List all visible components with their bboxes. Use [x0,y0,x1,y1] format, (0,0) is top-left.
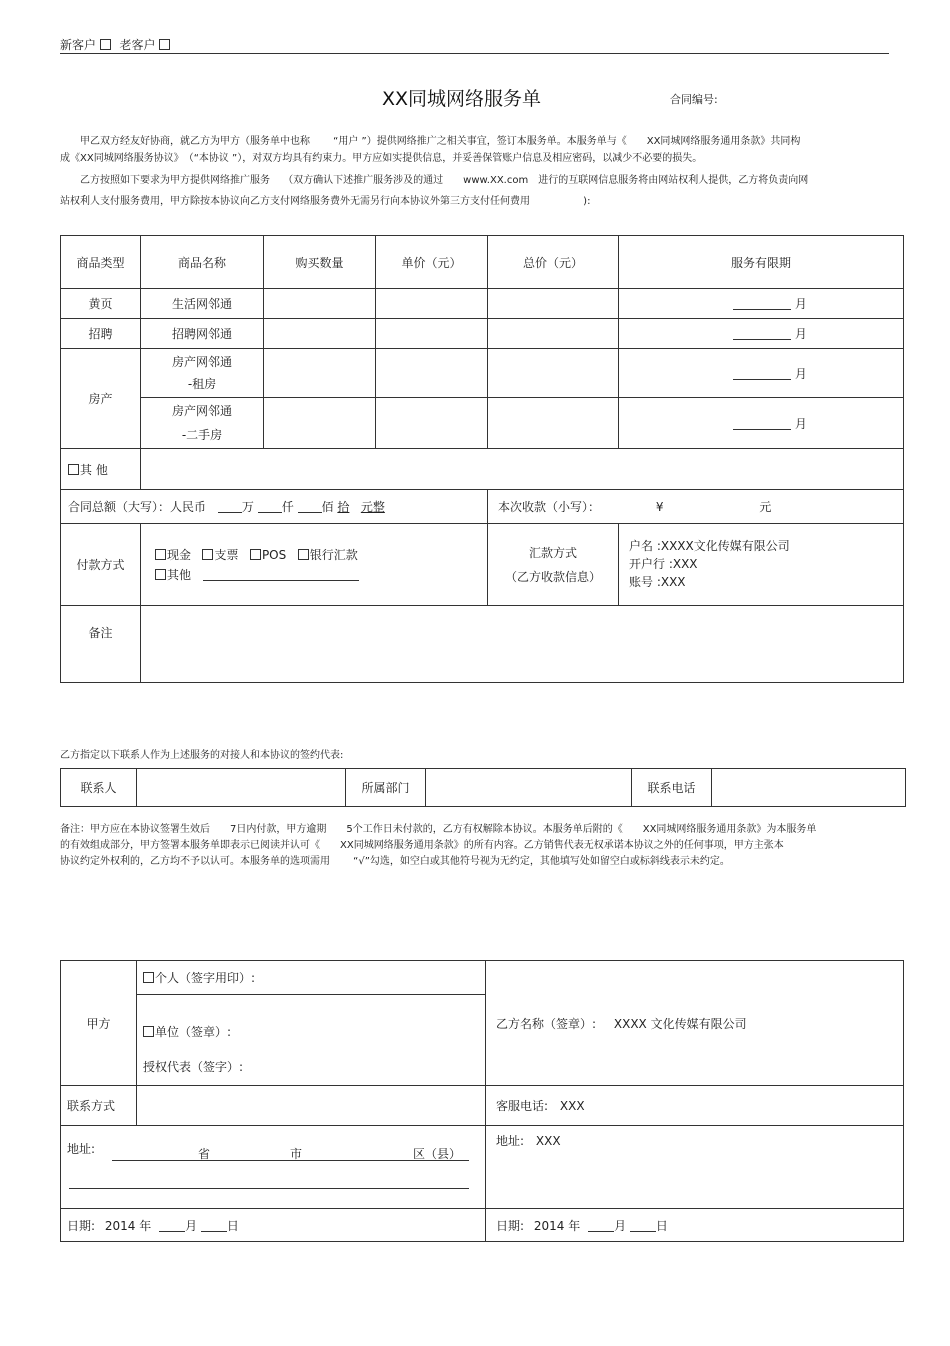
party-a-row [61,961,904,995]
other-payment-checkbox[interactable] [155,569,166,580]
total-price-cell[interactable] [488,289,619,319]
header-rule [60,53,889,54]
col-header-unit-price: 单价（元） [376,236,488,289]
wan-label: 万 [241,500,254,514]
unit-label: 单位（签章）: [155,1025,232,1039]
service-period-cell [619,289,904,319]
address-row [61,1126,904,1209]
row-product-name [141,349,264,398]
party-b-name-cell [486,961,904,1086]
contact-person-label: 联系人 [61,769,137,807]
row-product-name: 招聘网邻通 [141,319,264,349]
service-period-cell [619,349,904,398]
table-row [61,349,904,398]
contact-method-label: 联系方式 [61,1086,137,1126]
payment-row [61,524,904,606]
note-line1: 备注：甲方应在本协议签署生效后 7日内付款，甲方逾期 5个工作日未付款的，乙方有权解除本协议。本服务单后附的《 XX同城网络服务通用条款》为本服务单 [60,824,817,835]
total-price-cell[interactable] [488,349,619,398]
pos-checkbox[interactable] [250,549,261,560]
period-blank[interactable] [733,367,791,380]
party-b-date-cell [486,1209,904,1242]
address-line-2[interactable] [69,1188,469,1189]
remittance-method-cell [488,524,619,606]
service-period-cell [619,398,904,449]
party-a-date-cell [61,1209,486,1242]
table-row [61,319,904,349]
other-type-label: 其 他 [80,462,108,477]
date-b-label: 日期: [496,1218,525,1233]
wan-blank[interactable] [218,500,242,513]
order-table [60,235,904,683]
col-header-type: 商品类型 [61,236,141,289]
remarks-label: 备注 [61,606,141,683]
account-number: 账号 :XXX [629,575,686,589]
date-b-day: 日 [655,1218,668,1233]
contact-table [60,768,906,807]
month-label: 月 [794,366,807,381]
table-row [61,449,904,490]
product-name-line2: -二手房 [181,428,223,442]
date-b-day-blank[interactable] [630,1219,656,1232]
col-header-name: 商品名称 [141,236,264,289]
cash-label: 现金 [167,547,192,562]
bai-blank[interactable] [298,500,322,513]
service-period-cell [619,319,904,349]
service-phone-label: 客服电话: [496,1099,549,1113]
row-product-name [141,398,264,449]
remarks-row [61,606,904,683]
party-b-name-label: 乙方名称（签章）: [496,1016,597,1031]
receipt-unit: 元 [759,500,772,514]
product-name-line1: 房产网邻通 [171,355,232,369]
month-label: 月 [794,327,807,341]
col-header-service-period: 服务有限期 [619,236,904,289]
qian-blank[interactable] [258,500,282,513]
page-title: XX同城网络服务单 [382,88,542,110]
department-label: 所属部门 [346,769,426,807]
other-type-checkbox[interactable] [68,464,79,475]
check-checkbox[interactable] [202,549,213,560]
row-type: 招聘 [61,319,141,349]
col-header-quantity: 购买数量 [264,236,376,289]
unit-price-cell[interactable] [376,349,488,398]
intro-p1-line1: 甲乙双方经友好协商，就乙方为甲方（服务单中也称 “用户 ”）提供网络推广之相关事宜，签订本服务单。本服务单与《 XX同城网络服务通用条款》共同构 [80,136,801,147]
old-customer-checkbox[interactable] [159,39,170,50]
city-label: 市 [290,1147,303,1161]
row-type: 房产 [61,349,141,449]
period-blank[interactable] [733,297,791,310]
check-label: 支票 [214,547,239,562]
month-label: 月 [794,297,807,311]
remittance-label: 汇款方式 [528,545,577,560]
signature-table [60,960,904,1242]
contract-number-label: 合同编号: [670,93,718,106]
individual-cell [137,961,486,995]
authorized-rep-label: 授权代表（签字）: [143,1060,244,1074]
district-label: 区（县） [413,1147,462,1161]
party-b-address-cell [486,1126,904,1209]
date-a-month: 月 [185,1218,198,1233]
total-price-cell[interactable] [488,319,619,349]
individual-label: 个人（签字用印）: [155,971,256,985]
col-header-total-price: 总价（元） [488,236,619,289]
party-b-name: XXXX 文化传媒有限公司 [613,1016,747,1031]
period-blank[interactable] [733,417,791,430]
unit-price-cell[interactable] [376,398,488,449]
contact-intro: 乙方指定以下联系人作为上述服务的对接人和本协议的签约代表: [60,750,344,761]
contact-method-input[interactable] [137,1086,486,1126]
bank-transfer-checkbox[interactable] [298,549,309,560]
product-name-line2: -租房 [187,377,217,391]
qian-label: 仟 [281,500,294,514]
intro-p2-line1: 乙方按照如下要求为甲方提供网络推广服务 （双方确认下述推广服务涉及的通过 www.XX.com 进行的互联网信息服务将由网站权利人提供，乙方将负责向网 [80,175,809,186]
new-customer-checkbox[interactable] [100,39,111,50]
date-a-month-blank[interactable] [159,1219,185,1232]
note-line2: 的有效组成部分，甲方签署本服务单即表示已阅读并认可《 XX同城网络服务通用条款》的所有内容。乙方销售代表无权承诺本协议之外的任何事项，甲方主张本 [60,840,784,851]
quantity-cell[interactable] [264,289,376,319]
yuan-label: 元整 [360,500,385,514]
old-customer-label: 老客户 [119,38,156,52]
contact-phone-label: 联系电话 [632,769,712,807]
contact-person-input[interactable] [137,769,346,807]
table-row [61,398,904,449]
row-product-name: 生活网邻通 [141,289,264,319]
unit-price-cell[interactable] [376,319,488,349]
bai-label: 佰 [321,500,334,514]
remittance-sublabel: （乙方收款信息） [504,569,601,584]
total-amount-cell [61,490,488,524]
department-input[interactable] [426,769,632,807]
remarks-input[interactable] [141,606,904,683]
quantity-cell[interactable] [264,398,376,449]
date-a-day: 日 [226,1218,239,1233]
party-a-address-cell [61,1126,486,1209]
date-b-month: 月 [614,1218,627,1233]
b-address: XXX [535,1134,561,1148]
note-line3: 协议约定外权利的，乙方均不予以认可。本服务单的选项需用 “√”勾选，如空白或其他符号视为无约定，其他填写处如留空白或标斜线表示未约定。 [60,856,730,867]
date-a-day-blank[interactable] [201,1219,227,1232]
other-type-cell [61,449,141,490]
quantity-cell[interactable] [264,349,376,398]
payment-options [141,524,488,606]
address-line[interactable] [112,1145,469,1161]
receipt-amount-cell [488,490,904,524]
shi-label: 拾 [337,500,350,514]
product-name-line1: 房产网邻通 [171,404,232,418]
row-type: 黄页 [61,289,141,319]
unit-cell [137,995,486,1086]
cash-checkbox[interactable] [155,549,166,560]
date-a-year: 2014 年 [104,1218,152,1233]
contact-row [61,769,906,807]
order-table-header-row [61,236,904,289]
unit-checkbox[interactable] [143,1026,154,1037]
month-label: 月 [794,416,807,431]
province-label: 省 [198,1147,211,1161]
individual-checkbox[interactable] [143,972,154,983]
other-type-input[interactable] [141,449,904,490]
total-price-cell[interactable] [488,398,619,449]
other-payment-blank[interactable] [203,568,359,581]
service-phone-cell [486,1086,904,1126]
new-customer-label: 新客户 [60,38,97,52]
bank-transfer-label: 银行汇款 [309,547,358,562]
table-row [61,289,904,319]
payee-info-cell [619,524,904,606]
intro-p2-line2: 站权利人支付服务费用，甲方除按本协议向乙方支付网络服务费外无需另行向本协议外第三方支付任何费用 ): [60,196,591,207]
contact-phone-input[interactable] [712,769,906,807]
note-block [60,822,816,870]
other-payment-label: 其他 [167,567,192,582]
date-a-label: 日期: [67,1218,96,1233]
contact-method-row [61,1086,904,1126]
payment-method-label: 付款方式 [61,524,141,606]
b-address-label: 地址: [496,1134,525,1148]
yen-symbol: ¥ [655,500,664,514]
date-row [61,1209,904,1242]
address-label: 地址: [67,1142,96,1156]
account-name: 户名 :XXXX文化传媒有限公司 [629,539,790,553]
date-b-year: 2014 年 [533,1218,581,1233]
customer-type [60,36,171,53]
service-phone: XXX [559,1099,585,1113]
receipt-amount-label: 本次收款（小写）： [498,500,601,514]
date-b-month-blank[interactable] [588,1219,614,1232]
total-amount-label: 合同总额（大写）：人民币 [68,500,207,514]
period-blank[interactable] [733,327,791,340]
total-row [61,490,904,524]
intro-p1-line2: 成《XX同城网络服务协议》 （“本协议 ”），对双方均具有约束力。甲方应如实提供信息，并妥善保管账户信息及相应密码，以减少不必要的损失。 [60,153,703,164]
quantity-cell[interactable] [264,319,376,349]
party-a-label: 甲方 [61,961,137,1086]
pos-label: POS [261,547,287,562]
bank-name: 开户行 :XXX [629,557,698,571]
unit-price-cell[interactable] [376,289,488,319]
